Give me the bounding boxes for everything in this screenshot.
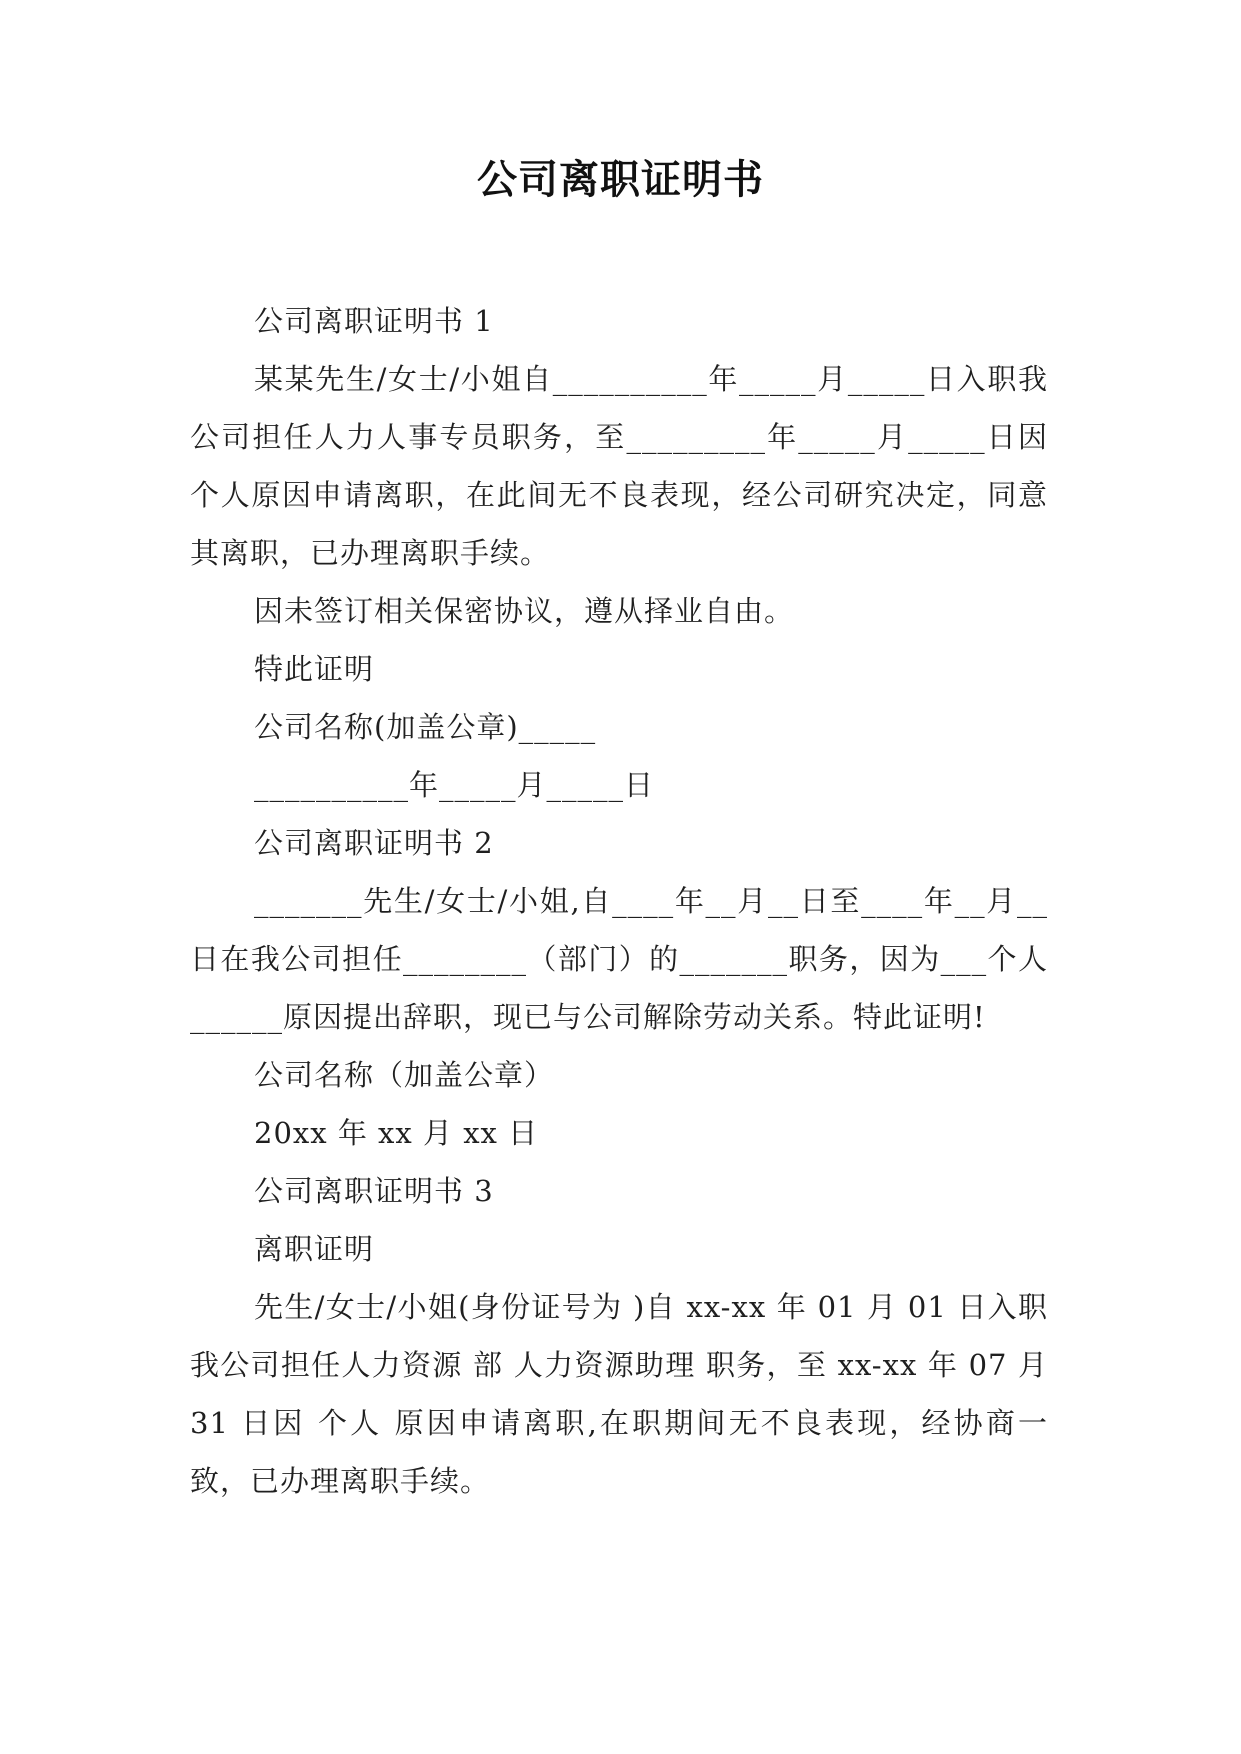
date-line: __________年_____月_____日 [254,768,655,802]
paragraph-employment-details: 先生/女士/小姐(身份证号为 )自 xx-xx 年 01 月 01 日入职我公司担任人力资源 部 人力资源助理 职务，至 xx-xx 年 07 月 31 日因 个人 原因申请离职,在职期间无不良表现，经协商一致，已办理离职手续。 [190,1290,1048,1498]
company-seal-line-2: 公司名称（加盖公章） [254,1058,555,1092]
section-heading-3: 公司离职证明书 3 [254,1174,494,1208]
paragraph-certification: 特此证明 [254,652,375,686]
paragraph-confidentiality: 因未签订相关保密协议，遵从择业自由。 [254,594,795,628]
section-heading-2: 公司离职证明书 2 [254,826,494,860]
company-seal-line: 公司名称(加盖公章)_____ [254,710,597,744]
subheading-resignation-proof: 离职证明 [254,1232,375,1266]
date-line-2: 20xx 年 xx 月 xx 日 [254,1116,539,1150]
document-title: 公司离职证明书 [477,157,764,203]
section-heading-1: 公司离职证明书 1 [254,304,494,338]
paragraph-employment-period: 某某先生/女士/小姐自__________年_____月_____日入职我公司担任人力人事专员职务，至_________年_____月_____日因个人原因申请离职，在此间无不良表现，经公司研究决定，同意其离职，已办理离职手续。 [190,362,1048,570]
paragraph-resignation: _______先生/女士/小姐,自____年__月__日至____年__月__日在我公司担任________（部门）的_______职务，因为___个人______原因提出辞职，现已与公司解除劳动关系。特此证明! [190,884,1048,1034]
document-body [190,292,1048,1510]
